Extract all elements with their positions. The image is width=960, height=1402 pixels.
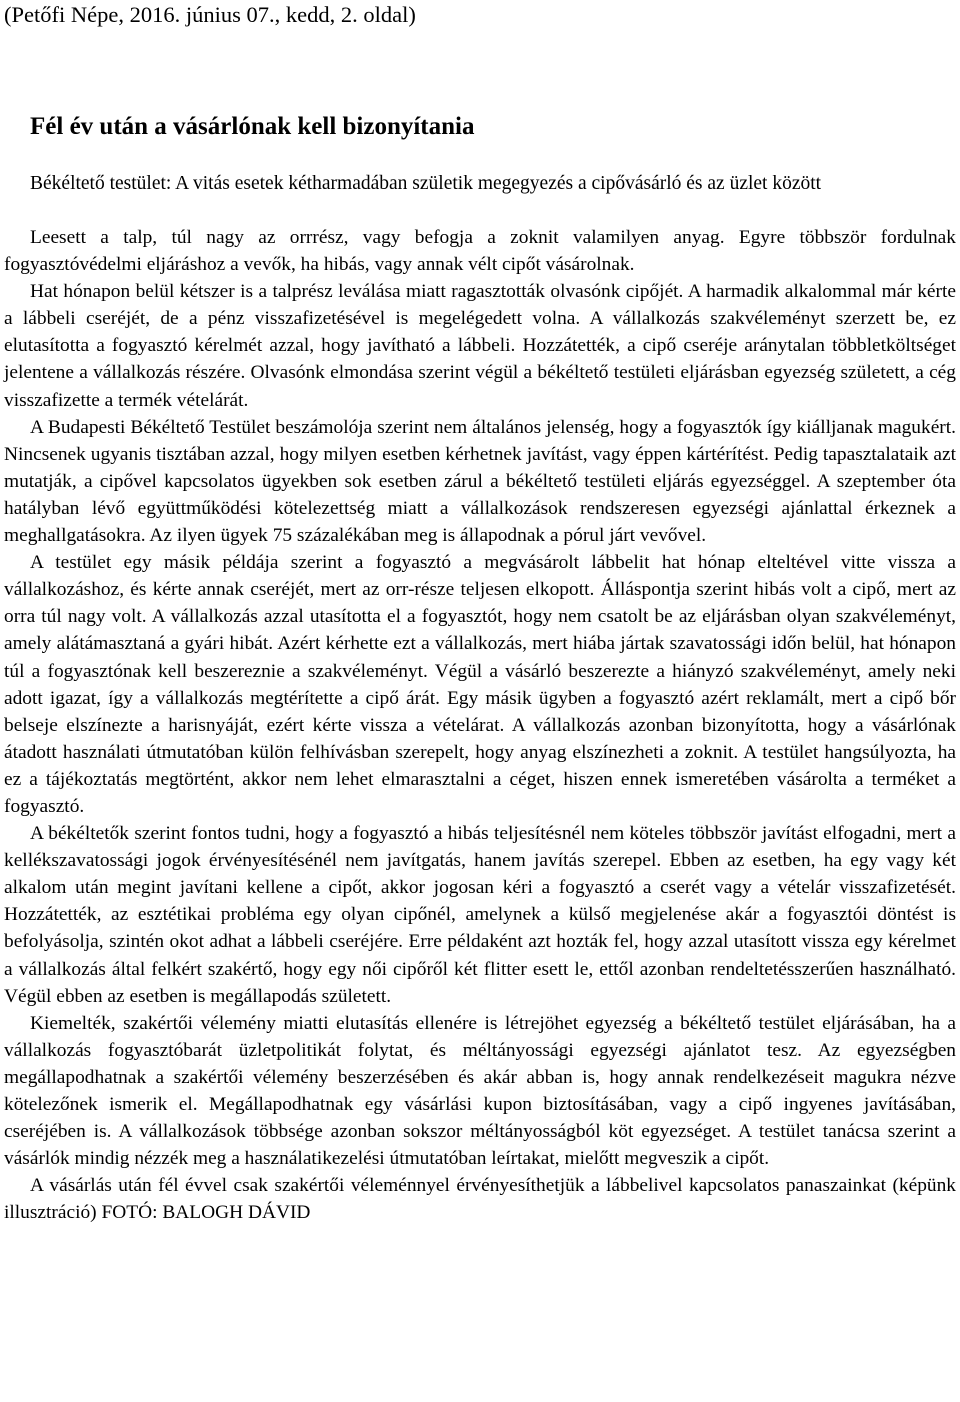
article-paragraph-5: Kiemelték, szakértői vélemény miatti elutasítás ellenére is létrejöhet egyezség a békéltető testület eljárásában, ha a vállalkozás fogyasztóbarát üzletpolitikát folytat, és méltányossági egyezségi ajánlatot tesz. Az egyezségben megállapodhatnak a szakértői vélemény beszerzésében és akár abban is, hogy annak rendelkezéseit magukra nézve kötelezőnek ismerik el. Megállapodhatnak egy vásárlási kupon biztosításában, vagy a cipő ingyenes javításában, cseréjében is. A vállalkozások többsége azonban sokszor méltányosságból köt egyezséget. A testület tanácsa szerint a vásárlók mindig nézzék meg a használatikezelési útmutatóban leírtakat, mielőtt megveszik a cipőt. [4, 1012, 956, 1170]
article-paragraph-4: A békéltetők szerint fontos tudni, hogy a fogyasztó a hibás teljesítésnél nem köteles többször javítást elfogadni, mert a kellékszavatossági jogok érvényesítésénél nem javítgatás, hanem javítás szerepel. Ebben az esetben, ha egy vagy két alkalom után megint javítani kellene a cipőt, akkor jogosan kéri a fogyasztó a cserét vagy a vételár visszafizetését. Hozzátették, az esztétikai probléma egy olyan cipőnél, amelynek a külső megjelenése akár a fogyasztói döntést is befolyásolja, szintén okot adhat a lábbeli cseréjére. Erre példaként azt hozták fel, hogy azzal utasított vissza egy kérelmet a vállalkozás által felkért szakértő, hogy egy női cipőről két flitter esett le, ettől azonban rendeltetésszerűen használható. Végül ebben az esetben is megállapodás született. [4, 823, 956, 1007]
article-paragraph-2: A Budapesti Békéltető Testület beszámolója szerint nem általános jelenség, hogy a fogyasztók így kiálljanak magukért. Nincsenek ugyanis tisztában azzal, hogy milyen esetben kérhetnek javítást, vagy éppen kártérítést. Pedig tapasztalataik azt mutatják, a cipővel kapcsolatos ügyekben sok esetben zárul a békéltető testületi eljárás egyezséggel. A szeptember óta hatályban lévő együttműködési kötelezettség miatt a vállalkozások rendszeresen egyezségi ajánlattal érkeznek a meghallgatásokra. Az ilyen ügyek 75 százalékában meg is állapodnak a pórul járt vevővel. [4, 416, 956, 547]
article-lead [4, 170, 956, 197]
article-paragraph-3: A testület egy másik példája szerint a fogyasztó a megvásárolt lábbelit hat hónap elteltével vitte vissza a vállalkozáshoz, és kérte annak cseréjét, mert az orr-része teljesen elkopott. Álláspontja szerint hibás volt a cipő, mert az orra túl nagy volt. A vállalkozás azzal utasította el a fogyasztót, hogy nem csatolt be az eljárásban olyan szakvéleményt, amely alátámasztaná a gyári hibát. Azért kérhette ezt a vállalkozás, mert hiába jártak szavatossági időn belül, hat hónapon túl a fogyasztónak kell beszereznie a szakvéleményt. Végül a vásárló beszerezte a hiányzó szakvéleményt, amely neki adott igazat, így a vállalkozás megtérítette a cipő árát. Egy másik ügyben a fogyasztó azért reklamált, mert a cipő bőr belseje elszínezte a harisnyáját, ezért kérte vissza a vételárat. A vállalkozás azonban bizonyította, hogy a vásárlónak átadott használati útmutatóban külön felhívásban szerepelt, hogy anyag elszínezheti a zoknit. A testület hangsúlyozta, ha ez a tájékoztatás megtörtént, akkor nem lehet elmarasztalni a céget, hiszen ennek ismeretében vásárolta a terméket a fogyasztó. [4, 552, 956, 817]
article-body [4, 224, 956, 1226]
intro-sentence: Egyre többször fordulnak fogyasztóvédelmi eljáráshoz a vevők, ha hibás, vagy annak vélt cipőt vásárolnak. [4, 227, 956, 276]
article-headline: Fél év után a vásárlónak kell bizonyítania [30, 113, 475, 140]
lead-summary-and-intro [4, 224, 956, 278]
lead-subtitle: Békéltető testület: A vitás esetek kétharmadában születik megegyezés a cipővásárló és az üzlet között [30, 173, 822, 194]
source-citation: (Petőfi Népe, 2016. június 07., kedd, 2. oldal) [4, 2, 416, 27]
photo-caption: A vásárlás után fél évvel csak szakértői véleménnyel érvényesíthetjük a lábbelivel kapcsolatos panaszainkat (képünk illusztráció) FOTÓ: BALOGH DÁVID [4, 1175, 956, 1224]
article-paragraph-1: Hat hónapon belül kétszer is a talprész leválása miatt ragasztották olvasónk cipőjét. A harmadik alkalommal már kérte a lábbeli cseréjét, de a pénz visszafizetésével is megelégedett volna. A vállalkozás szakvéleményt szerzett be, ez elutasította a fogyasztó kérelmét azzal, hogy javítható a lábbeli. Hozzátették, a cipő cseréje aránytalan többletköltséget jelentene a vállalkozás részére. Olvasónk elmondása szerint végül a békéltető testületi eljárásban egyezség született, a cég visszafizette a termék vételárát. [4, 281, 956, 411]
lead-summary: Leesett a talp, túl nagy az orrrész, vagy befogja a zoknit valamilyen anyag. [30, 227, 725, 248]
